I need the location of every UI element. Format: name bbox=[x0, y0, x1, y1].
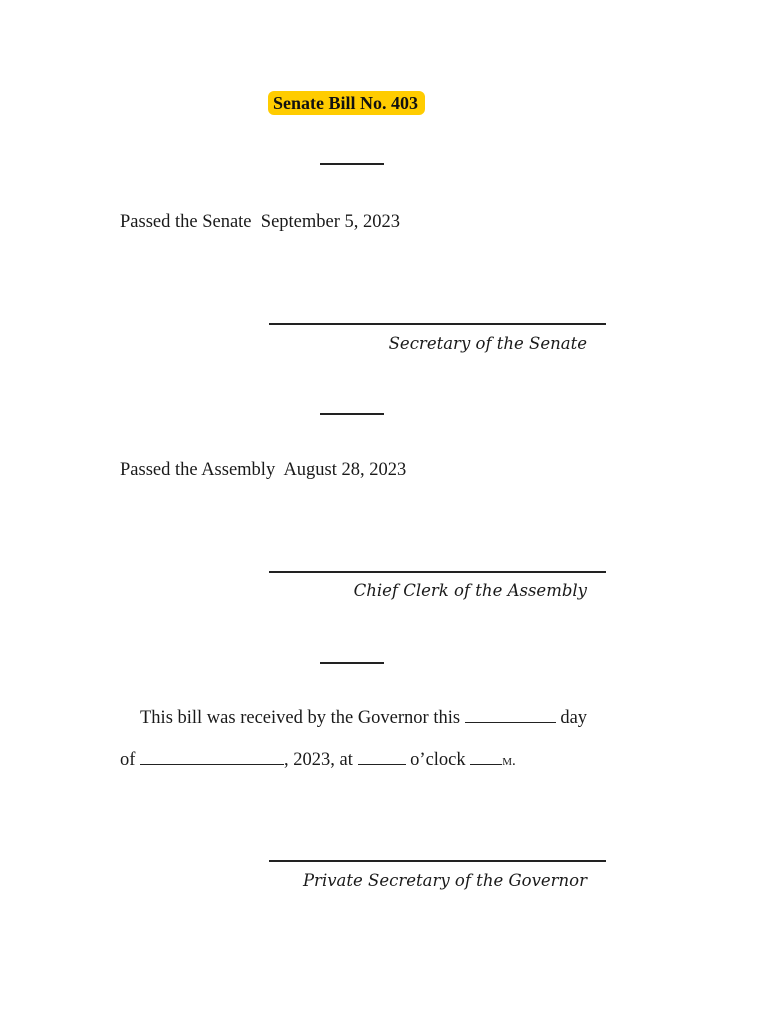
day-blank bbox=[465, 708, 556, 723]
meridiem-blank bbox=[470, 750, 502, 765]
senate-passage-line bbox=[120, 211, 400, 233]
hour-blank bbox=[358, 750, 406, 765]
month-blank bbox=[140, 750, 284, 765]
senate-passed-date: September 5, 2023 bbox=[260, 212, 401, 232]
separator-rule bbox=[320, 662, 384, 664]
meridiem-suffix: m. bbox=[502, 753, 516, 769]
assembly-passed-date: August 28, 2023 bbox=[283, 460, 407, 480]
day-label: day bbox=[560, 708, 588, 728]
separator-rule bbox=[320, 413, 384, 415]
oclock-label: o’clock bbox=[410, 750, 466, 770]
assembly-signatory-title: Chief Clerk of the Assembly bbox=[353, 581, 587, 600]
separator-rule bbox=[320, 163, 384, 165]
governor-signatory-title: Private Secretary of the Governor bbox=[302, 871, 587, 890]
assembly-passage-line bbox=[120, 459, 406, 481]
governor-signature-line bbox=[269, 860, 606, 862]
senate-passed-label: Passed the Senate bbox=[120, 212, 252, 232]
bill-title: Senate Bill No. 403 bbox=[268, 91, 425, 115]
senate-signature-line bbox=[269, 323, 606, 325]
governor-received-line bbox=[140, 707, 587, 729]
year-text: , 2023, at bbox=[284, 750, 353, 770]
senate-signatory-title: Secretary of the Senate bbox=[388, 334, 587, 353]
assembly-signature-line bbox=[269, 571, 606, 573]
governor-date-line bbox=[120, 749, 516, 772]
of-label: of bbox=[120, 750, 136, 770]
received-text: This bill was received by the Governor this bbox=[140, 708, 461, 728]
assembly-passed-label: Passed the Assembly bbox=[120, 460, 276, 480]
